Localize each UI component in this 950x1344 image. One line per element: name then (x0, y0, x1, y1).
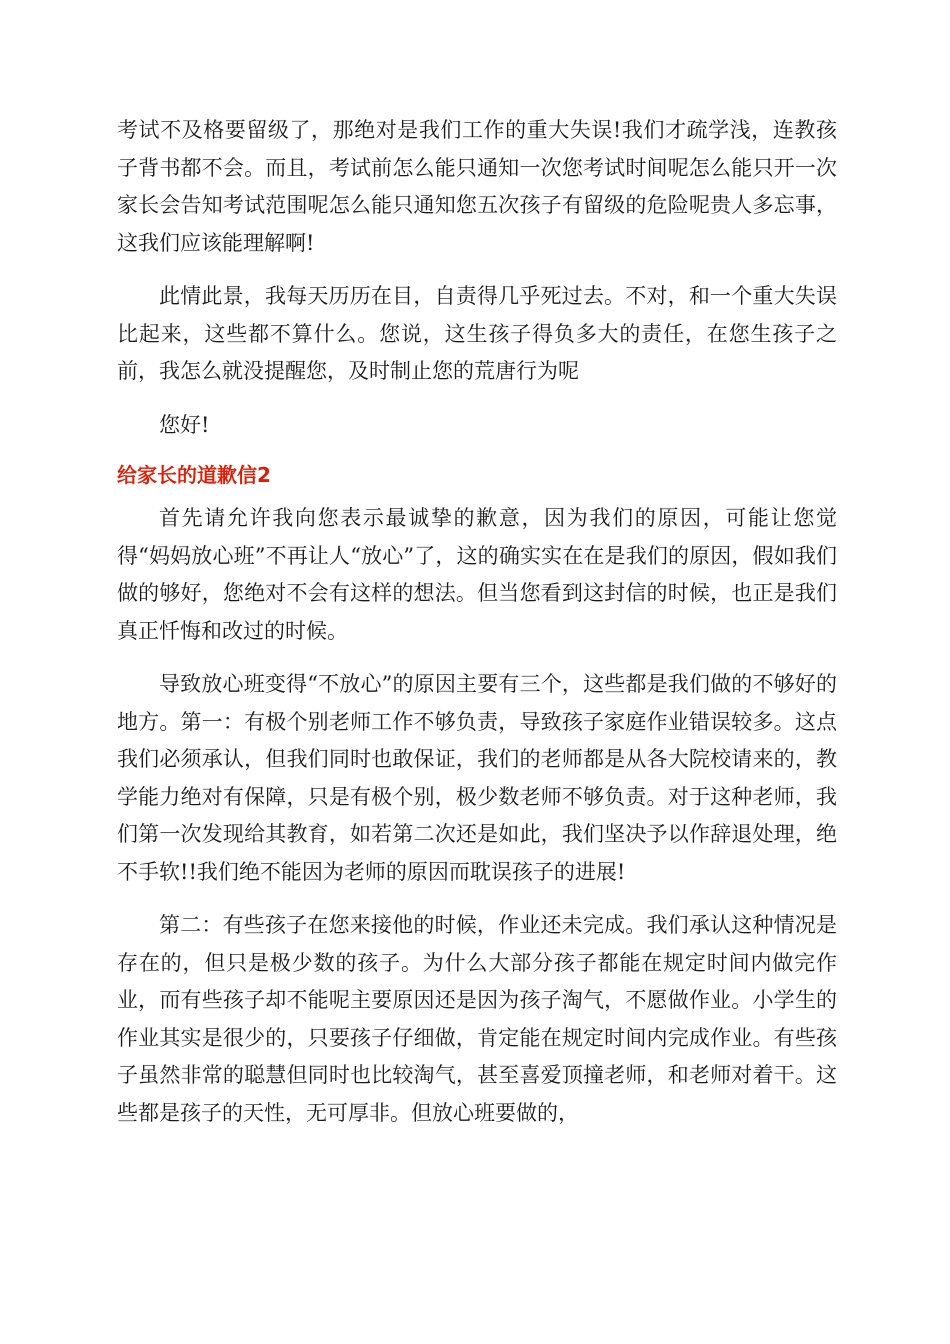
paragraph-self-blame: 此情此景，我每天历历在目，自责得几乎死过去。不对，和一个重大失误比起来，这些都不算什么。您说，这生孩子得负多大的责任，在您生孩子之前，我怎么就没提醒您，及时制止您的荒唐行为呢 (117, 284, 837, 383)
paragraph-greeting: 您好! (159, 412, 210, 437)
document-page (117, 112, 837, 1148)
paragraph-exam-failure: 考试不及格要留级了，那绝对是我们工作的重大失误!我们才疏学浅，连教孩子背书都不会。而且，考试前怎么能只通知一次您考试时间呢怎么能只开一次家长会告知考试范围呢怎么能只通知您五次孩子有留级的危险呢贵人多忘事，这我们应该能理解啊! (117, 118, 837, 255)
paragraph-reasons: 导致放心班变得“不放心”的原因主要有三个，这些都是我们做的不够好的地方。第一：有极个别老师工作不够负责，导致孩子家庭作业错误较多。这点我们必须承认，但我们同时也敢保证，我们的老师都是从各大院校请来的，教学能力绝对有保障，只是有极个别，极少数老师不够负责。对于这种老师，我们第一次发现给其教育，如若第二次还是如此，我们坚决予以作辞退处理，绝不手软!!我们绝不能因为老师的原因而耽误孩子的进展! (117, 672, 837, 884)
paragraph-apology: 首先请允许我向您表示最诚挚的歉意，因为我们的原因，可能让您觉得“妈妈放心班”不再让人“放心”了，这的确实实在在是我们的原因，假如我们做的够好，您绝对不会有这样的想法。但当您看到这封信的时候，也正是我们真正忏悔和改过的时候。 (117, 506, 837, 643)
section-heading: 给家长的道歉信2 (117, 463, 271, 487)
paragraph-second-reason: 第二：有些孩子在您来接他的时候，作业还未完成。我们承认这种情况是存在的，但只是极少数的孩子。为什么大部分孩子都能在规定时间内做完作业，而有些孩子却不能呢主要原因还是因为孩子淘气，不愿做作业。小学生的作业其实是很少的，只要孩子仔细做，肯定能在规定时间内完成作业。有些孩子虽然非常的聪慧但同时也比较淘气，甚至喜爱顶撞老师，和老师对着干。这些都是孩子的天性，无可厚非。但放心班要做的， (117, 913, 837, 1125)
